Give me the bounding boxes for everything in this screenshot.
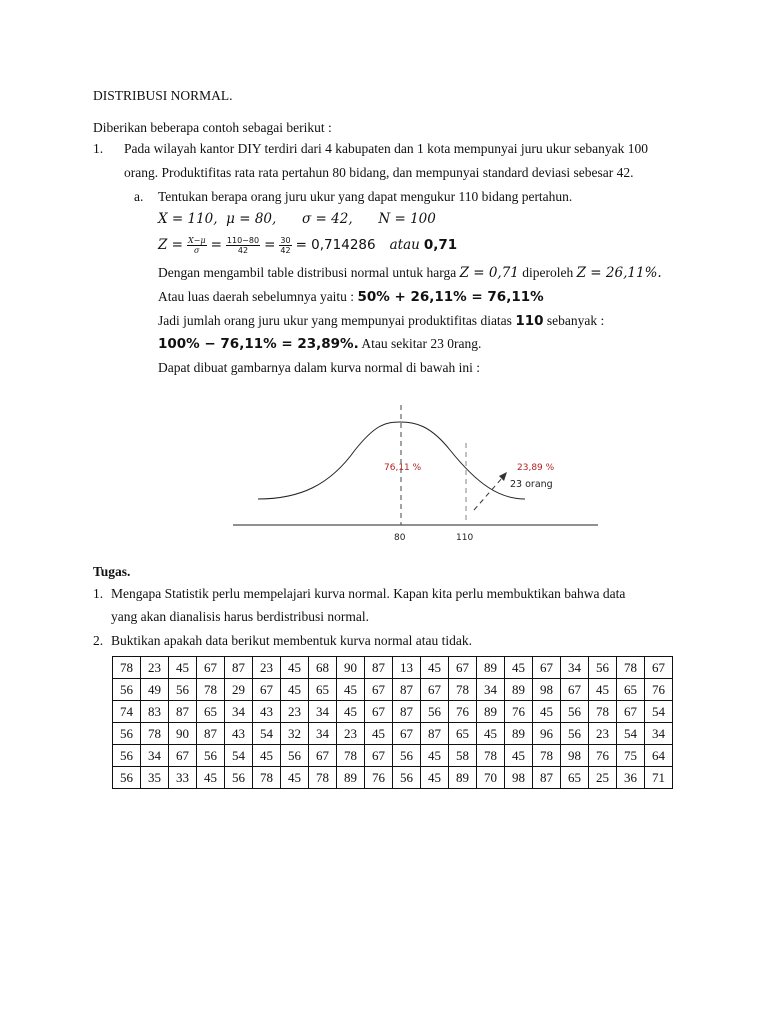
table-cell: 87 [225,657,253,679]
table-cell: 70 [477,767,505,789]
table-cell: 98 [533,679,561,701]
table-cell: 45 [169,657,197,679]
table-cell: 13 [393,657,421,679]
table-cell: 78 [449,679,477,701]
table-cell: 76 [589,745,617,767]
tick-label-value: 110 [456,533,474,543]
result-equation: 100% − 76,11% = 23,89%. [158,336,359,352]
table-cell: 56 [281,745,309,767]
table-cell: 45 [365,723,393,745]
question-1-number: 1. [93,586,104,601]
table-cell: 49 [141,679,169,701]
z-result: = 0,714286 [295,237,376,253]
table-cell: 78 [337,745,365,767]
table-cell: 45 [505,745,533,767]
z-atau: atau [389,237,420,253]
z-fraction-2 [226,236,260,255]
table-cell: 83 [141,701,169,723]
conclusion-line [158,313,604,329]
table-cell: 23 [281,701,309,723]
table-cell: 67 [533,657,561,679]
label-right-area: 23,89 % [517,463,555,473]
result-post: Atau sekitar 23 0rang. [361,336,482,351]
sub-a-question: Tentukan berapa orang juru ukur yang dapat mengukur 110 bidang pertahun. [158,189,573,204]
table-cell: 56 [393,767,421,789]
table-cell: 56 [393,745,421,767]
table-cell: 54 [617,723,645,745]
table-cell: 45 [281,767,309,789]
table-cell: 65 [449,723,477,745]
question-2-number: 2. [93,633,104,648]
table-cell: 75 [617,745,645,767]
table-cell: 45 [421,767,449,789]
table-cell: 71 [645,767,673,789]
table-cell: 78 [477,745,505,767]
table-row [113,745,673,767]
table-row [113,767,673,789]
table-cell: 23 [141,657,169,679]
table-cell: 65 [561,767,589,789]
table-cell: 67 [617,701,645,723]
table-cell: 67 [169,745,197,767]
table-cell: 67 [645,657,673,679]
fraction-denominator: 42 [280,245,291,255]
table-cell: 89 [505,679,533,701]
z-lhs: Z = [158,237,183,253]
table-lookup-mid: diperoleh [522,265,574,280]
table-cell: 23 [589,723,617,745]
table-cell: 45 [197,767,225,789]
table-cell: 76 [365,767,393,789]
table-cell: 89 [477,701,505,723]
area-line [158,289,544,305]
table-cell: 56 [589,657,617,679]
conclusion-value: 110 [515,313,544,329]
table-cell: 78 [533,745,561,767]
page-title: DISTRIBUSI NORMAL. [93,88,233,103]
question-2-text: Buktikan apakah data berikut membentuk kurva normal atau tidak. [111,633,473,648]
table-cell: 89 [337,767,365,789]
table-cell: 65 [617,679,645,701]
table-cell: 67 [365,745,393,767]
table-cell: 89 [449,767,477,789]
table-cell: 56 [561,701,589,723]
table-cell: 65 [309,679,337,701]
table-cell: 56 [421,701,449,723]
question-1-line-2: yang akan dianalisis harus berdistribusi normal. [111,609,369,624]
table-cell: 58 [449,745,477,767]
table-cell: 56 [561,723,589,745]
table-row [113,657,673,679]
z-formula [158,234,457,256]
table-cell: 36 [617,767,645,789]
table-cell: 56 [225,767,253,789]
table-cell: 90 [169,723,197,745]
table-cell: 68 [309,657,337,679]
table-cell: 98 [561,745,589,767]
table-cell: 74 [113,701,141,723]
table-cell: 89 [505,723,533,745]
z-fraction-1 [187,236,207,255]
table-lookup-line [158,265,662,281]
table-cell: 34 [561,657,589,679]
fraction-denominator: σ [194,245,200,255]
table-cell: 78 [253,767,281,789]
fraction-numerator: X−μ [187,235,206,245]
table-lookup-result: Z = 26,11%. [576,265,662,281]
table-cell: 45 [505,657,533,679]
area-equation: 50% + 26,11% = 76,11% [357,289,544,305]
table-cell: 33 [169,767,197,789]
curve-intro: Dapat dibuat gambarnya dalam kurva normal di bawah ini : [158,360,481,375]
table-cell: 45 [421,745,449,767]
equals-sign: = [210,237,222,253]
z-rounded: 0,71 [423,237,458,253]
table-cell: 34 [309,701,337,723]
table-lookup-pre: Dengan mengambil table distribusi normal untuk harga [158,265,457,280]
table-cell: 45 [421,657,449,679]
table-cell: 54 [645,701,673,723]
item-1-number: 1. [93,141,104,156]
table-cell: 78 [141,723,169,745]
table-lookup-z: Z = 0,71 [459,265,519,281]
table-cell: 67 [561,679,589,701]
z-fraction-3 [279,236,291,255]
table-cell: 87 [393,701,421,723]
table-row [113,701,673,723]
table-cell: 89 [477,657,505,679]
table-cell: 45 [337,679,365,701]
table-cell: 87 [169,701,197,723]
table-cell: 54 [253,723,281,745]
data-table-body [113,657,673,789]
table-cell: 87 [393,679,421,701]
tick-label-mean: 80 [394,533,406,543]
table-cell: 56 [113,767,141,789]
equals-sign: = [264,237,276,253]
table-cell: 54 [225,745,253,767]
table-cell: 34 [477,679,505,701]
conclusion-post: sebanyak : [546,313,605,328]
fraction-numerator: 110−80 [226,235,260,245]
sub-a-letter: a. [134,189,144,204]
table-cell: 67 [393,723,421,745]
table-cell: 78 [589,701,617,723]
table-cell: 76 [449,701,477,723]
table-row [113,723,673,745]
table-cell: 34 [309,723,337,745]
table-cell: 45 [337,701,365,723]
table-cell: 78 [617,657,645,679]
item-1-line-1: Pada wilayah kantor DIY terdiri dari 4 kabupaten dan 1 kota mempunyai juru ukur sebanyak 100 [124,141,648,156]
table-cell: 78 [197,679,225,701]
table-cell: 87 [533,767,561,789]
result-line [158,336,481,352]
label-people: 23 orang [510,479,553,490]
table-cell: 45 [589,679,617,701]
table-cell: 43 [253,701,281,723]
fraction-denominator: 42 [237,245,249,255]
table-cell: 87 [197,723,225,745]
table-cell: 67 [421,679,449,701]
tugas-heading: Tugas. [93,564,131,579]
table-cell: 34 [225,701,253,723]
label-left-area: 76,11 % [384,463,422,473]
table-cell: 25 [589,767,617,789]
table-cell: 87 [421,723,449,745]
given-values: X = 110, μ = 80, σ = 42, N = 100 [158,211,436,227]
table-cell: 34 [645,723,673,745]
table-cell: 45 [253,745,281,767]
table-cell: 45 [533,701,561,723]
table-cell: 56 [113,679,141,701]
table-cell: 90 [337,657,365,679]
table-cell: 76 [505,701,533,723]
table-cell: 67 [197,657,225,679]
table-cell: 34 [141,745,169,767]
table-cell: 65 [197,701,225,723]
table-cell: 45 [281,657,309,679]
table-cell: 23 [337,723,365,745]
table-cell: 67 [309,745,337,767]
table-cell: 96 [533,723,561,745]
table-cell: 76 [645,679,673,701]
table-cell: 45 [281,679,309,701]
item-1-line-2: orang. Produktifitas rata rata pertahun 80 bidang, dan mempunyai standard deviasi sebesar 42. [124,165,634,180]
table-cell: 87 [365,657,393,679]
intro-text: Diberikan beberapa contoh sebagai berikut : [93,120,332,135]
table-row [113,679,673,701]
table-cell: 67 [449,657,477,679]
table-cell: 64 [645,745,673,767]
table-cell: 78 [113,657,141,679]
table-cell: 67 [365,701,393,723]
normal-curve-figure [0,395,768,555]
table-cell: 45 [477,723,505,745]
table-cell: 98 [505,767,533,789]
question-1-line-1: Mengapa Statistik perlu mempelajari kurva normal. Kapan kita perlu membuktikan bahwa data [111,586,626,601]
fraction-numerator: 30 [280,235,291,245]
table-cell: 56 [197,745,225,767]
table-cell: 67 [365,679,393,701]
table-cell: 67 [253,679,281,701]
bell-curve [258,422,525,499]
area-pre: Atau luas daerah sebelumnya yaitu : [158,289,355,304]
table-cell: 56 [113,745,141,767]
table-cell: 56 [113,723,141,745]
table-cell: 56 [169,679,197,701]
table-cell: 35 [141,767,169,789]
table-cell: 43 [225,723,253,745]
conclusion-pre: Jadi jumlah orang juru ukur yang mempunyai produktifitas diatas [158,313,512,328]
table-cell: 23 [253,657,281,679]
data-table [112,656,673,789]
table-cell: 32 [281,723,309,745]
table-cell: 29 [225,679,253,701]
table-cell: 78 [309,767,337,789]
